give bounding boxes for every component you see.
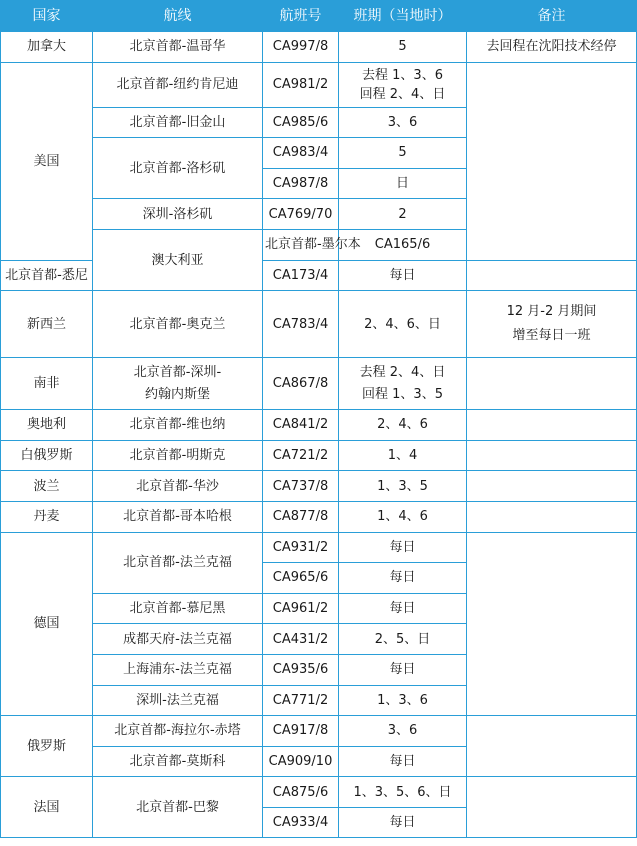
route-cell: 深圳-法兰克福 (93, 685, 263, 716)
route-cell: 北京首都-莫斯科 (93, 746, 263, 777)
schedule-line: 去程 1、3、6 (362, 67, 443, 83)
flight-cell: CA841/2 (263, 410, 339, 441)
route-line: 约翰内斯堡 (144, 386, 210, 402)
schedule-cell: 2、5、日 (339, 624, 467, 655)
table-row (1, 32, 637, 63)
schedule-cell: 1、4 (339, 440, 467, 471)
schedule-line: 回程 2、4、日 (359, 86, 446, 102)
route-cell: 北京首都-华沙 (93, 471, 263, 502)
note-cell (467, 410, 637, 441)
route-line: 北京首都-深圳- (133, 364, 222, 380)
header-route: 航线 (93, 1, 263, 32)
flight-cell: CA985/6 (263, 107, 339, 138)
country-cell: 加拿大 (1, 32, 93, 63)
country-cell: 法国 (1, 777, 93, 838)
header-flight: 航班号 (263, 1, 339, 32)
flight-cell: CA933/4 (263, 807, 339, 838)
schedule-line: 回程 1、3、5 (362, 386, 443, 402)
table-row (1, 501, 637, 532)
flight-cell: CA867/8 (263, 358, 339, 410)
flight-cell: CA721/2 (263, 440, 339, 471)
flight-cell: CA877/8 (263, 501, 339, 532)
country-cell: 白俄罗斯 (1, 440, 93, 471)
route-cell: 北京首都-巴黎 (93, 777, 263, 838)
schedule-cell: 5 (339, 138, 467, 169)
note-line: 12 月-2 月期间 (506, 304, 597, 320)
header-schedule: 班期（当地时） (339, 1, 467, 32)
table-row (1, 62, 637, 107)
schedule-cell: 2、4、6 (339, 410, 467, 441)
note-cell (467, 501, 637, 532)
table-row (1, 777, 637, 808)
table-row (1, 716, 637, 747)
schedule-cell: 1、4、6 (339, 501, 467, 532)
route-cell: 上海浦东-法兰克福 (93, 654, 263, 685)
route-cell: 北京首都-墨尔本 (263, 229, 339, 260)
flight-cell: CA983/4 (263, 138, 339, 169)
schedule-cell: 1、3、5、6、日 (339, 777, 467, 808)
route-cell: 北京首都-奥克兰 (93, 291, 263, 358)
schedule-line: 去程 2、4、日 (359, 364, 446, 380)
schedule-cell: 每日 (339, 260, 467, 291)
flight-cell: CA987/8 (263, 168, 339, 199)
route-cell (93, 358, 263, 410)
table-row (1, 440, 637, 471)
header-note: 备注 (467, 1, 637, 32)
schedule-cell (339, 62, 467, 107)
schedule-cell: 5 (339, 32, 467, 63)
flight-cell: CA783/4 (263, 291, 339, 358)
country-cell: 奥地利 (1, 410, 93, 441)
route-cell: 北京首都-洛杉矶 (93, 138, 263, 199)
schedule-cell: 1、3、6 (339, 685, 467, 716)
schedule-cell: 3、6 (339, 107, 467, 138)
schedule-cell: 每日 (339, 532, 467, 563)
schedule-cell: 日 (339, 168, 467, 199)
schedule-cell: 3、6 (339, 716, 467, 747)
flight-cell: CA431/2 (263, 624, 339, 655)
flight-cell: CA961/2 (263, 593, 339, 624)
route-cell: 深圳-洛杉矶 (93, 199, 263, 230)
route-cell: 成都天府-法兰克福 (93, 624, 263, 655)
schedule-cell: 2、4、6、日 (339, 291, 467, 358)
flight-cell: CA769/70 (263, 199, 339, 230)
country-cell: 美国 (1, 62, 93, 260)
note-cell (467, 471, 637, 502)
flight-cell: CA771/2 (263, 685, 339, 716)
route-cell: 北京首都-慕尼黑 (93, 593, 263, 624)
schedule-cell: 1、3、5 (339, 471, 467, 502)
country-cell: 澳大利亚 (93, 229, 263, 290)
note-cell (467, 358, 637, 410)
flight-cell: CA909/10 (263, 746, 339, 777)
table-row (1, 291, 637, 358)
country-cell: 南非 (1, 358, 93, 410)
country-cell: 丹麦 (1, 501, 93, 532)
flight-cell: CA981/2 (263, 62, 339, 107)
country-cell: 德国 (1, 532, 93, 716)
table-header-row (1, 1, 637, 32)
country-cell: 波兰 (1, 471, 93, 502)
flight-cell: CA997/8 (263, 32, 339, 63)
route-cell: 北京首都-维也纳 (93, 410, 263, 441)
schedule-cell: 每日 (339, 654, 467, 685)
route-cell: 北京首都-海拉尔-赤塔 (93, 716, 263, 747)
header-country: 国家 (1, 1, 93, 32)
table-row (1, 532, 637, 563)
flight-cell: CA173/4 (263, 260, 339, 291)
table-row (1, 471, 637, 502)
country-cell: 新西兰 (1, 291, 93, 358)
flight-cell: CA931/2 (263, 532, 339, 563)
note-cell (467, 777, 637, 838)
schedule-cell: 2 (339, 199, 467, 230)
schedule-cell: 每日 (339, 593, 467, 624)
country-cell: 俄罗斯 (1, 716, 93, 777)
flight-cell: CA737/8 (263, 471, 339, 502)
schedule-cell (339, 358, 467, 410)
flight-cell: CA935/6 (263, 654, 339, 685)
note-cell (467, 291, 637, 358)
table-row (1, 358, 637, 410)
flight-cell: CA917/8 (263, 716, 339, 747)
note-cell (467, 260, 637, 291)
flight-cell: CA875/6 (263, 777, 339, 808)
note-cell (467, 440, 637, 471)
schedule-cell: 每日 (339, 807, 467, 838)
route-cell: 北京首都-哥本哈根 (93, 501, 263, 532)
note-cell (467, 532, 637, 716)
note-cell (467, 62, 637, 260)
note-cell (467, 716, 637, 777)
route-cell: 北京首都-法兰克福 (93, 532, 263, 593)
route-cell: 北京首都-温哥华 (93, 32, 263, 63)
schedule-cell: 每日 (339, 563, 467, 594)
flight-cell: CA965/6 (263, 563, 339, 594)
flight-cell: CA165/6 (339, 229, 467, 260)
route-cell: 北京首都-悉尼 (1, 260, 93, 291)
table-row (1, 410, 637, 441)
note-line: 增至每日一班 (512, 328, 591, 344)
route-cell: 北京首都-旧金山 (93, 107, 263, 138)
note-cell: 去回程在沈阳技术经停 (467, 32, 637, 63)
route-cell: 北京首都-纽约肯尼迪 (93, 62, 263, 107)
route-cell: 北京首都-明斯克 (93, 440, 263, 471)
schedule-cell: 每日 (339, 746, 467, 777)
